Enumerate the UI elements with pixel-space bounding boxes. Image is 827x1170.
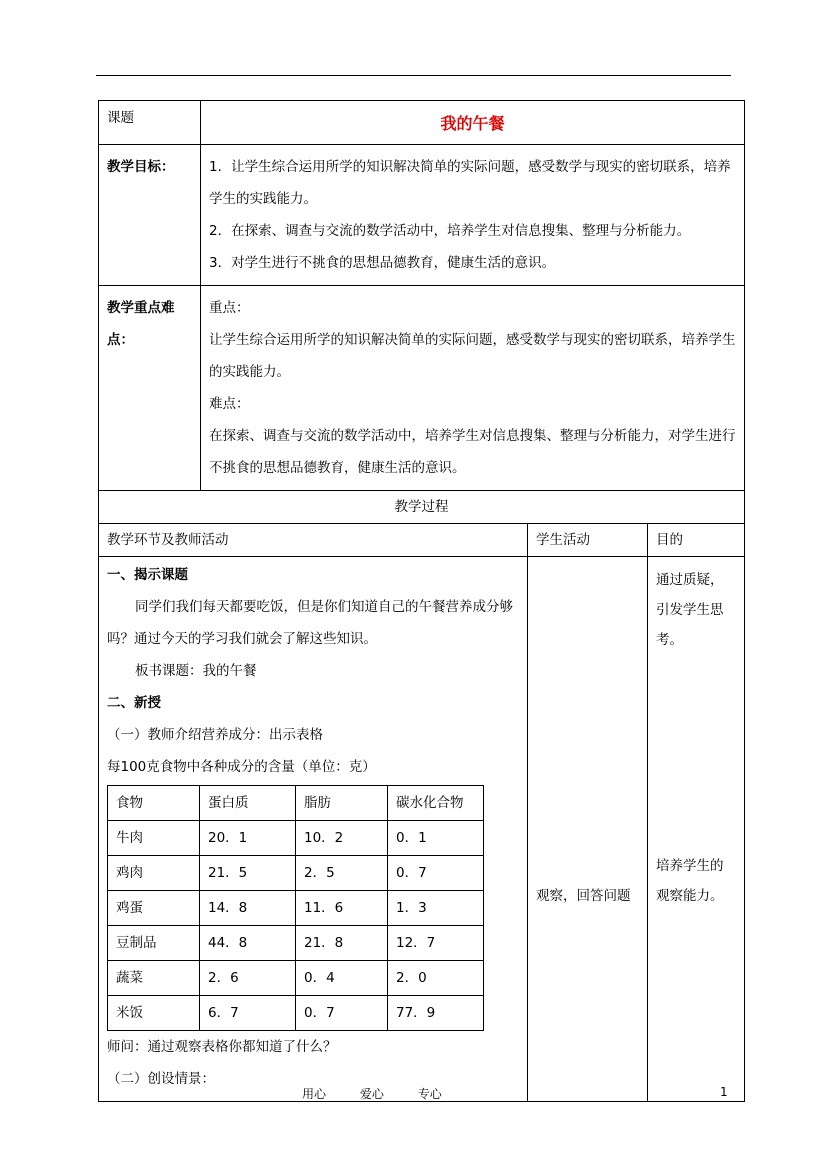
col-purpose-header: 目的 [656, 532, 683, 548]
objective-item: 1．让学生综合运用所学的知识解决简单的实际问题，感受数学与现实的密切联系，培养学生的实践能力。 [209, 159, 731, 207]
table-cell: 1．3 [388, 891, 484, 926]
objectives-list [201, 145, 744, 285]
table-cell: 0．7 [388, 856, 484, 891]
table-row [108, 926, 484, 961]
objective-item: 2．在探索、调查与交流的数学活动中，培养学生对信息搜集、整理与分析能力。 [209, 223, 691, 239]
table-row [108, 996, 484, 1031]
col-student-header: 学生活动 [536, 532, 590, 548]
keypoints-content [201, 286, 744, 490]
table-cell: 77．9 [388, 996, 484, 1031]
table-header-cell: 碳水化合物 [388, 786, 484, 821]
objectives-label: 教学目标： [107, 159, 175, 175]
table-row [108, 856, 484, 891]
difficulty-label: 难点： [209, 396, 250, 412]
key-text: 让学生综合运用所学的知识解决简单的实际问题，感受数学与现实的密切联系，培养学生的实践能力。 [209, 332, 736, 380]
table-cell: 0．4 [296, 961, 388, 996]
title-label: 课题 [107, 110, 134, 126]
difficulty-text: 在探索、调查与交流的数学活动中，培养学生对信息搜集、整理与分析能力，对学生进行不挑食的思想品德教育，健康生活的意识。 [209, 428, 736, 476]
table-cell: 鸡肉 [108, 856, 200, 891]
objective-item: 3．对学生进行不挑食的思想品德教育，健康生活的意识。 [209, 255, 556, 271]
footer-motto [302, 1085, 472, 1102]
nutrition-table [107, 785, 484, 1031]
table-cell: 11．6 [296, 891, 388, 926]
section-2-sub2: （二）创设情景： [107, 1071, 215, 1087]
table-cell: 豆制品 [108, 926, 200, 961]
footer-word: 专心 [417, 1087, 442, 1101]
table-cell: 20．1 [200, 821, 296, 856]
student-activity: 观察，回答问题 [536, 888, 631, 904]
purpose-1: 通过质疑，引发学生思考。 [656, 572, 724, 648]
table-cell: 米饭 [108, 996, 200, 1031]
table-row [108, 821, 484, 856]
table-cell: 0．7 [296, 996, 388, 1031]
table-cell: 6．7 [200, 996, 296, 1031]
table-cell: 2．5 [296, 856, 388, 891]
table-row [108, 961, 484, 996]
footer-word: 爱心 [359, 1087, 384, 1101]
table-cell: 12．7 [388, 926, 484, 961]
table-cell: 2．0 [388, 961, 484, 996]
table-cell: 14．8 [200, 891, 296, 926]
header-rule [96, 75, 731, 76]
key-label: 重点： [209, 300, 250, 316]
section-2-title: 二、新授 [107, 695, 161, 711]
table-cell: 21．5 [200, 856, 296, 891]
teacher-activity [99, 557, 527, 1101]
table-header-row [108, 786, 484, 821]
table-header-cell: 蛋白质 [200, 786, 296, 821]
table-cell: 蔬菜 [108, 961, 200, 996]
page-number: 1 [720, 1085, 728, 1099]
table-cell: 44．8 [200, 926, 296, 961]
table-caption: 每100克食物中各种成分的含量（单位：克） [107, 759, 376, 775]
table-cell: 10．2 [296, 821, 388, 856]
table-cell: 鸡蛋 [108, 891, 200, 926]
lesson-plan-table [98, 100, 745, 1102]
section-1-title: 一、揭示课题 [107, 567, 188, 583]
table-cell: 0．1 [388, 821, 484, 856]
keypoints-label: 教学重点难点： [107, 300, 175, 348]
table-cell: 2．6 [200, 961, 296, 996]
col-teacher-header: 教学环节及教师活动 [107, 532, 229, 548]
section-1-board: 板书课题：我的午餐 [135, 663, 257, 679]
section-1-paragraph: 同学们我们每天都要吃饭，但是你们知道自己的午餐营养成分够吗？通过今天的学习我们就会了解这些知识。 [107, 599, 513, 647]
table-header-cell: 脂肪 [296, 786, 388, 821]
table-header-cell: 食物 [108, 786, 200, 821]
process-header: 教学过程 [394, 499, 449, 515]
footer-word: 用心 [302, 1087, 327, 1101]
table-row [108, 891, 484, 926]
section-2-sub1: （一）教师介绍营养成分：出示表格 [107, 727, 323, 743]
table-cell: 21．8 [296, 926, 388, 961]
table-cell: 牛肉 [108, 821, 200, 856]
lesson-title: 我的午餐 [440, 114, 505, 133]
purpose-2: 培养学生的观察能力。 [656, 858, 724, 904]
teacher-question: 师问：通过观察表格你都知道了什么？ [107, 1039, 337, 1055]
